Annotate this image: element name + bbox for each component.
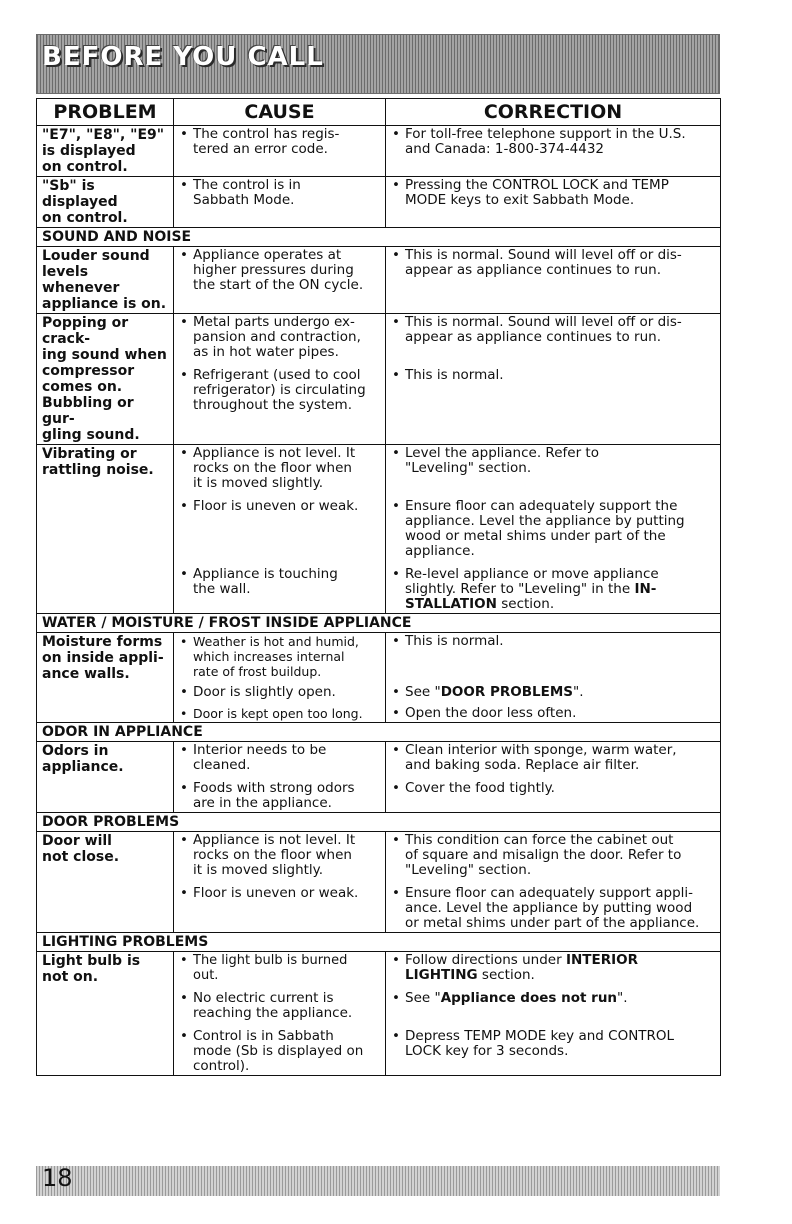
section-header-sound: SOUND AND NOISE bbox=[37, 228, 721, 247]
table-row bbox=[37, 126, 721, 177]
correction-cell: • Clean interior with sponge, warm water, and baking soda. Replace air filter. • Cover the food tightly. bbox=[386, 742, 721, 813]
correction-cell: • Follow directions under INTERIOR LIGHTING section. • See "Appliance does not run". • Depress TEMP MODE key and CONTROL LOCK key for 3 seconds. bbox=[386, 952, 721, 1076]
cause-cell: • Appliance operates at higher pressures during the start of the ON cycle. bbox=[174, 247, 386, 314]
cause-cell: • The control is in Sabbath Mode. bbox=[174, 177, 386, 228]
table-row bbox=[37, 247, 721, 314]
problem-cell: Vibrating or rattling noise. bbox=[37, 445, 174, 614]
footer-bar bbox=[36, 1166, 720, 1196]
section-header-door: DOOR PROBLEMS bbox=[37, 813, 721, 832]
cause-cell: • Weather is hot and humid, which increases internal rate of frost buildup. • Door is slightly open. • Door is kept open too long. bbox=[174, 633, 386, 723]
cause-cell: • The light bulb is burned out. • No electric current is reaching the appliance. • Control is in Sabbath mode (Sb is displayed on control). bbox=[174, 952, 386, 1076]
correction-cell: • For toll-free telephone support in the U.S. and Canada: 1-800-374-4432 bbox=[386, 126, 721, 177]
section-header-odor: ODOR IN APPLIANCE bbox=[37, 723, 721, 742]
problem-cell: Door will not close. bbox=[37, 832, 174, 933]
cause-cell: • The control has regis- tered an error code. bbox=[174, 126, 386, 177]
column-header-problem: PROBLEM bbox=[37, 99, 174, 126]
correction-cell: • This is normal. Sound will level off or dis- appear as appliance continues to run. bbox=[386, 247, 721, 314]
page-title: BEFORE YOU CALL bbox=[42, 42, 324, 72]
troubleshooting-table bbox=[36, 98, 721, 1076]
problem-cell: Odors in appliance. bbox=[37, 742, 174, 813]
table-row bbox=[37, 177, 721, 228]
cause-cell: • Appliance is not level. It rocks on the floor when it is moved slightly. • Floor is uneven or weak. • Appliance is touching the wall. bbox=[174, 445, 386, 614]
problem-cell: Popping or crack- ing sound when compressor comes on. Bubbling or gur- gling sound. bbox=[37, 314, 174, 445]
page-number: 18 bbox=[42, 1164, 73, 1192]
problem-cell: Light bulb is not on. bbox=[37, 952, 174, 1076]
table-header-row bbox=[37, 99, 721, 126]
problem-cell: Moisture forms on inside appli- ance walls. bbox=[37, 633, 174, 723]
cause-cell: • Appliance is not level. It rocks on the floor when it is moved slightly. • Floor is uneven or weak. bbox=[174, 832, 386, 933]
column-header-cause: CAUSE bbox=[174, 99, 386, 126]
correction-cell: • This is normal. Sound will level off or dis- appear as appliance continues to run. • This is normal. bbox=[386, 314, 721, 445]
cause-cell: • Metal parts undergo ex- pansion and contraction, as in hot water pipes. • Refrigerant (used to cool refrigerator) is circulating throughout the system. bbox=[174, 314, 386, 445]
section-header-lighting: LIGHTING PROBLEMS bbox=[37, 933, 721, 952]
correction-cell: • This condition can force the cabinet out of square and misalign the door. Refer to "Leveling" section. • Ensure floor can adequately support appli- ance. Level the appliance by putting wood or metal shims under part of the appliance. bbox=[386, 832, 721, 933]
table-row bbox=[37, 445, 721, 614]
table-row bbox=[37, 952, 721, 1076]
problem-cell: "Sb" is displayed on control. bbox=[37, 177, 174, 228]
correction-cell: • Pressing the CONTROL LOCK and TEMP MODE keys to exit Sabbath Mode. bbox=[386, 177, 721, 228]
problem-cell: "E7", "E8", "E9" is displayed on control. bbox=[37, 126, 174, 177]
correction-cell: • This is normal. • See "DOOR PROBLEMS". • Open the door less often. bbox=[386, 633, 721, 723]
table-row bbox=[37, 742, 721, 813]
cause-cell: • Interior needs to be cleaned. • Foods with strong odors are in the appliance. bbox=[174, 742, 386, 813]
table-row bbox=[37, 832, 721, 933]
column-header-correction: CORRECTION bbox=[386, 99, 721, 126]
section-header-water: WATER / MOISTURE / FROST INSIDE APPLIANCE bbox=[37, 614, 721, 633]
correction-cell: • Level the appliance. Refer to "Leveling" section. • Ensure floor can adequately support the appliance. Level the appliance by putting wood or metal shims under part of the appliance. • Re-level appliance or move appliance slightly. Refer to "Leveling" in the IN- STALLATION section. bbox=[386, 445, 721, 614]
problem-cell: Louder sound levels whenever appliance is on. bbox=[37, 247, 174, 314]
table-row bbox=[37, 633, 721, 723]
table-row bbox=[37, 314, 721, 445]
